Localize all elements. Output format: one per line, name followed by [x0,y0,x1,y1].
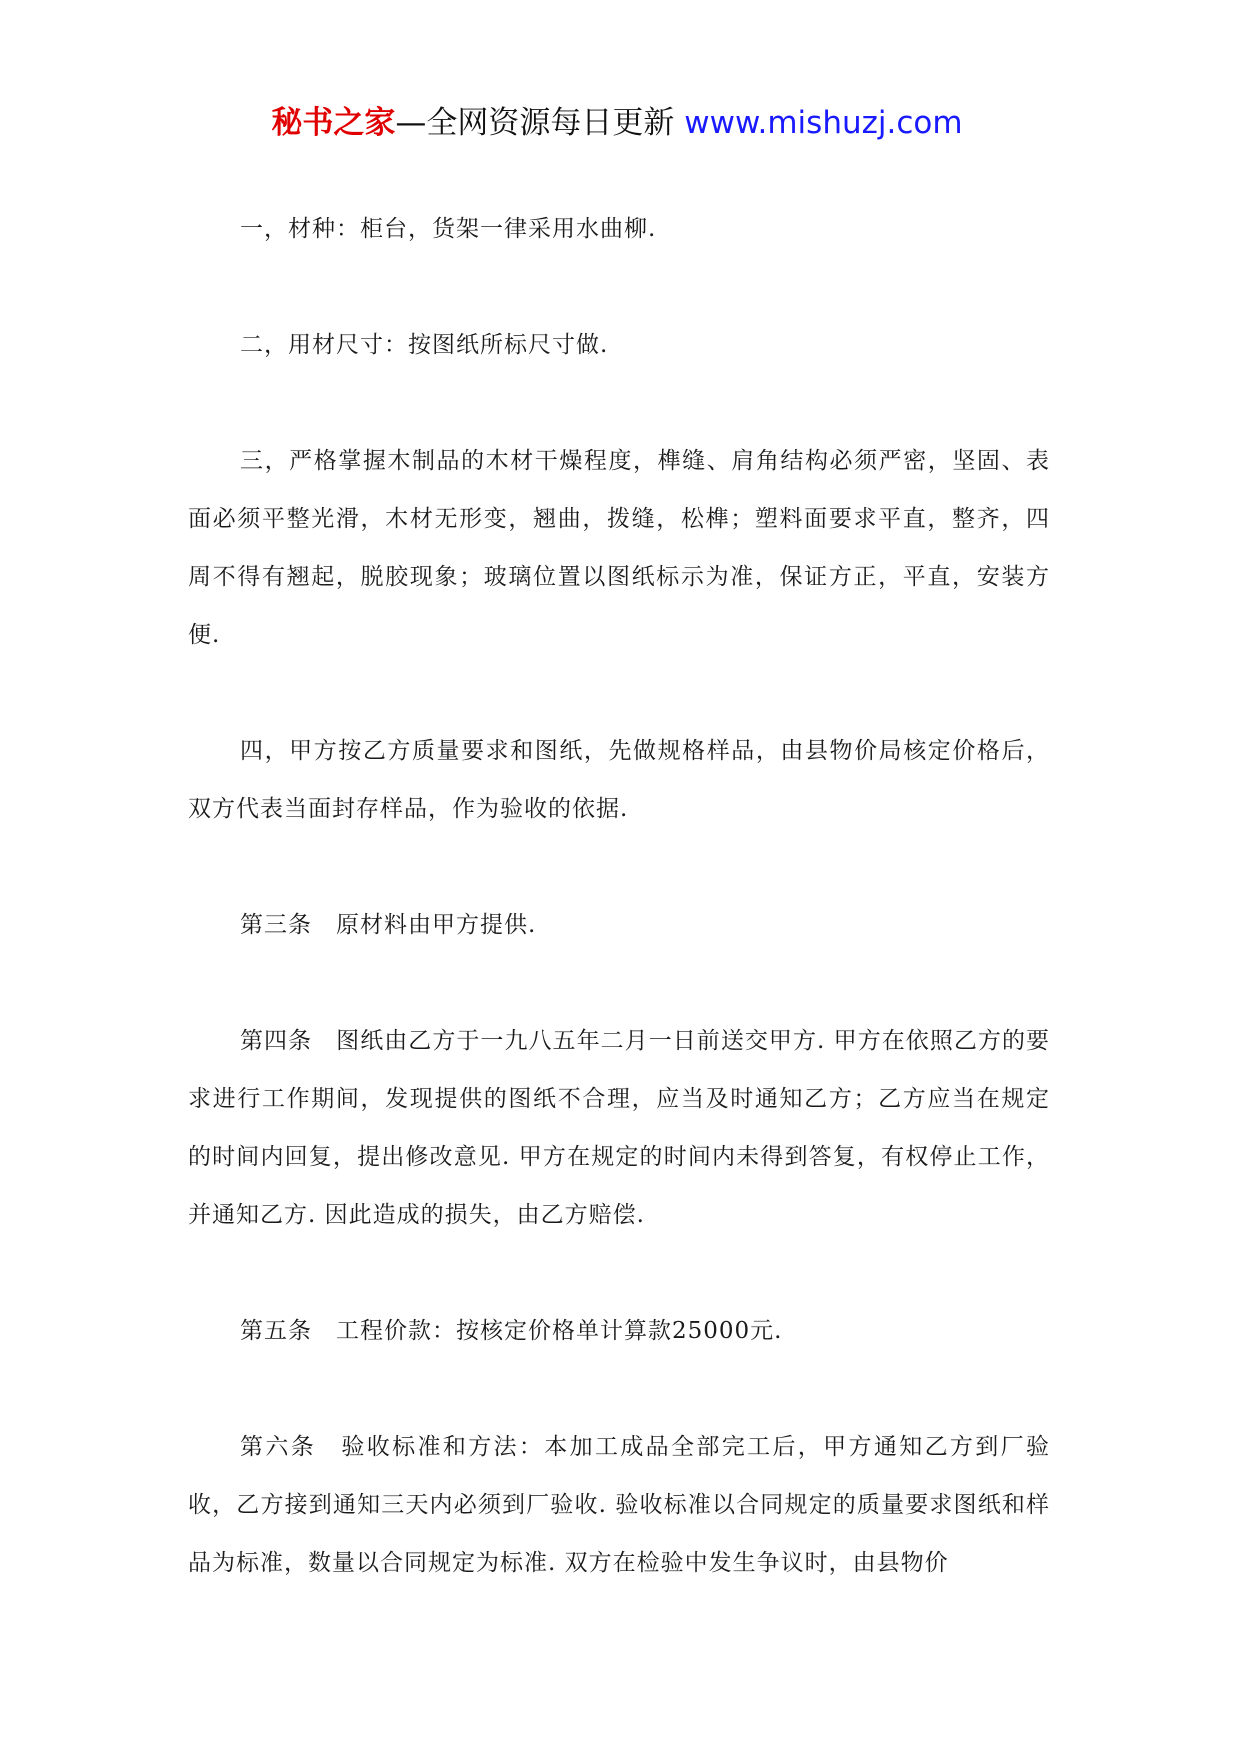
brand-name: 秘书之家 [271,105,396,141]
page-header [0,101,1234,145]
paragraph-article-4: 第四条 图纸由乙方于一九八五年二月一日前送交甲方. 甲方在依照乙方的要求进行工作期间，发现提供的图纸不合理，应当及时通知乙方；乙方应当在规定的时间内回复，提出修改意见. 甲方在规定的时间内未得到答复，有权停止工作，并通知乙方. 因此造成的损失，由乙方赔偿. [188,1028,1050,1228]
header-url[interactable]: www.mishuzj.com [684,105,963,141]
paragraph-clause-3: 三，严格掌握木制品的木材干燥程度，榫缝、肩角结构必须严密，坚固、表面必须平整光滑，木材无形变，翘曲，拨缝，松榫；塑料面要求平直，整齐，四周不得有翘起，脱胶现象；玻璃位置以图纸标示为准，保证方正，平直，安装方便. [188,448,1050,648]
document-body [188,200,1050,1650]
paragraph-clause-2: 二，用材尺寸：按图纸所标尺寸做. [240,332,609,358]
paragraph-clause-1: 一，材种：柜台，货架一律采用水曲柳. [240,216,657,242]
paragraph-article-3: 第三条 原材料由甲方提供. [240,912,537,938]
paragraph-clause-4: 四，甲方按乙方质量要求和图纸，先做规格样品，由县物价局核定价格后，双方代表当面封存样品，作为验收的依据. [188,738,1050,822]
paragraph-article-6: 第六条 验收标准和方法：本加工成品全部完工后，甲方通知乙方到厂验收，乙方接到通知三天内必须到厂验收. 验收标准以合同规定的质量要求图纸和样品为标准，数量以合同规定为标准. 双方在检验中发生争议时，由县物价 [188,1434,1050,1576]
header-tagline: —全网资源每日更新 [395,105,685,141]
paragraph-article-5: 第五条 工程价款：按核定价格单计算款25000元. [240,1318,783,1344]
